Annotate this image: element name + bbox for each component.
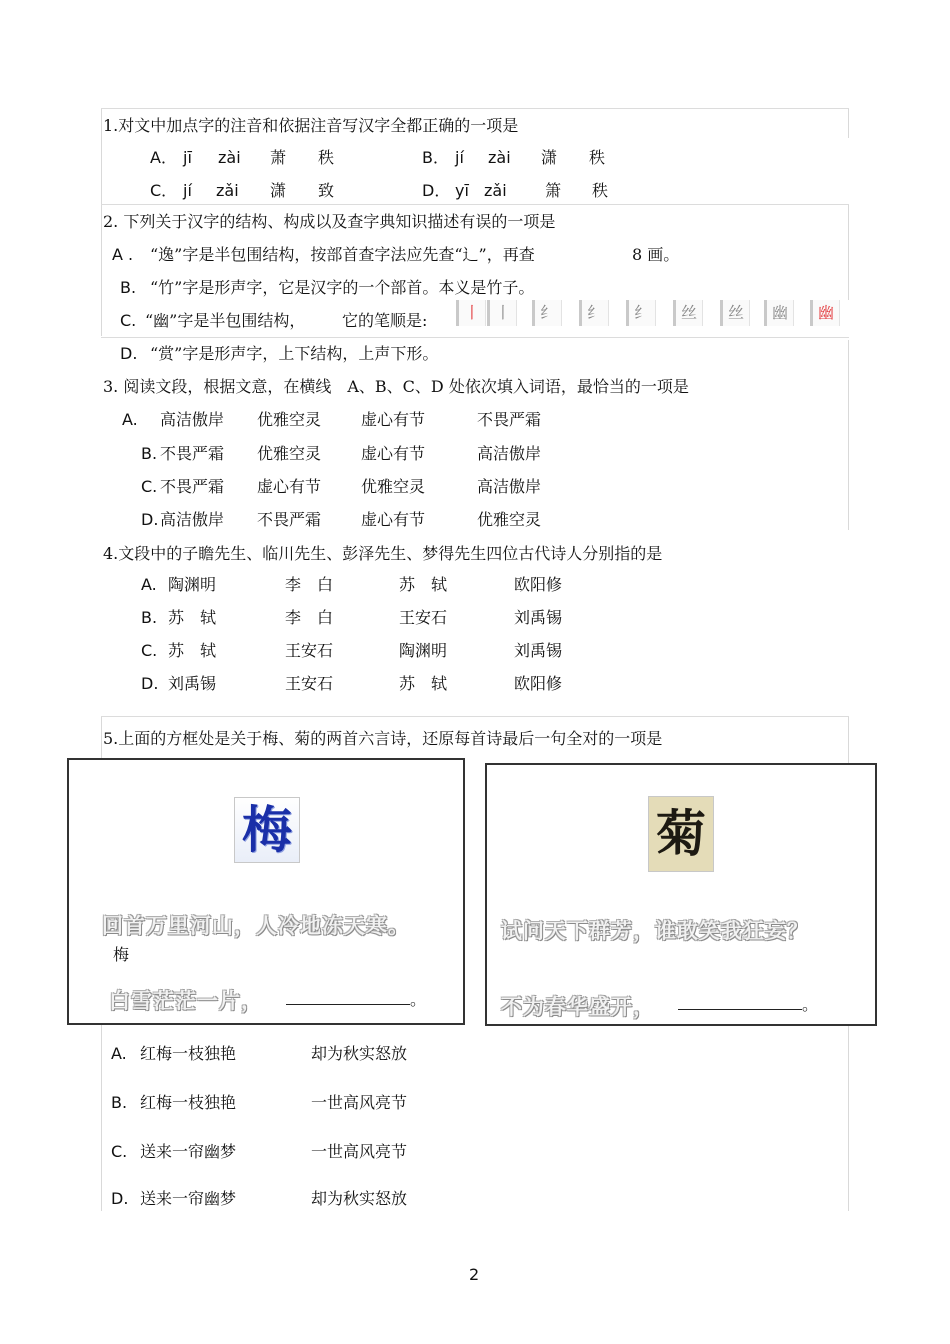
character: 秩 bbox=[592, 181, 609, 200]
poem-box-mei bbox=[67, 758, 465, 1025]
answer-1: 送来一帘幽梦 bbox=[140, 1142, 237, 1161]
stroke-step: 纟 bbox=[532, 300, 562, 326]
word: 高洁傲岸 bbox=[160, 410, 225, 429]
option-label: B. bbox=[120, 278, 137, 297]
pinyin: jí bbox=[455, 148, 464, 167]
word: 不畏严霜 bbox=[160, 444, 225, 463]
option-label: D. bbox=[141, 510, 159, 529]
character: 秩 bbox=[589, 148, 606, 167]
ju-answer-blank[interactable]: 。 bbox=[678, 995, 818, 1015]
option-text: “竹”字是形声字，它是汉字的一个部首。本义是竹子。 bbox=[150, 278, 535, 297]
poet: 李 白 bbox=[285, 575, 334, 594]
mei-poem-line-1: 回首万里河山，人冷地冻天寒。 bbox=[102, 913, 410, 938]
character: 潇 bbox=[270, 181, 287, 200]
ju-poem-line-2: 不为春华盛开， bbox=[501, 994, 655, 1019]
frame-line bbox=[101, 337, 849, 338]
option-label: C. bbox=[141, 477, 158, 496]
character: 萧 bbox=[270, 148, 287, 167]
answer-2: 一世高风亮节 bbox=[311, 1093, 408, 1112]
option-label: C． bbox=[150, 181, 178, 200]
poet: 王安石 bbox=[285, 674, 334, 693]
q5-stem: 5.上面的方框处是关于梅、菊的两首六言诗，还原每首诗最后一句全对的一项是 bbox=[103, 729, 663, 748]
frame-line bbox=[848, 108, 849, 138]
poem-box-ju bbox=[485, 763, 877, 1026]
frame-line bbox=[101, 716, 849, 717]
poet: 苏 轼 bbox=[168, 608, 217, 627]
poet: 欧阳修 bbox=[514, 674, 563, 693]
poet: 苏 轼 bbox=[168, 641, 217, 660]
poet: 陶渊明 bbox=[399, 641, 448, 660]
poet: 李 白 bbox=[285, 608, 334, 627]
pinyin: yī bbox=[455, 181, 469, 200]
option-label: C. bbox=[120, 311, 137, 330]
option-label: A. bbox=[122, 410, 138, 429]
word: 高洁傲岸 bbox=[477, 444, 542, 463]
frame-line bbox=[101, 204, 849, 205]
word: 优雅空灵 bbox=[257, 444, 322, 463]
option-label: D． bbox=[422, 181, 451, 200]
stroke-step: 丝 bbox=[720, 300, 750, 326]
pinyin: jí bbox=[183, 181, 192, 200]
mei-character-image bbox=[234, 797, 300, 863]
mei-answer-blank[interactable]: 。 bbox=[286, 990, 426, 1010]
option-label: B. bbox=[141, 608, 158, 627]
mei-caption: 梅 bbox=[113, 945, 130, 964]
pinyin: zǎi bbox=[216, 181, 239, 200]
word: 高洁傲岸 bbox=[160, 510, 225, 529]
word: 优雅空灵 bbox=[477, 510, 542, 529]
stroke-step: 丨 bbox=[456, 300, 486, 326]
poet: 苏 轼 bbox=[399, 674, 448, 693]
answer-2: 却为秋实怒放 bbox=[311, 1044, 408, 1063]
stroke-step: 纟 bbox=[626, 300, 656, 326]
word: 不畏严霜 bbox=[477, 410, 542, 429]
pinyin: jī bbox=[183, 148, 192, 167]
poet: 陶渊明 bbox=[168, 575, 217, 594]
option-text: “逸”字是半包围结构，按部首查字法应先查“辶”，再查 bbox=[150, 245, 535, 264]
character: 秩 bbox=[318, 148, 335, 167]
stroke-step: 幽 bbox=[764, 300, 794, 326]
q4-stem: 4.文段中的子瞻先生、临川先生、彭泽先生、梦得先生四位古代诗人分别指的是 bbox=[103, 544, 663, 563]
word: 优雅空灵 bbox=[257, 410, 322, 429]
word: 不畏严霜 bbox=[160, 477, 225, 496]
option-label: A. bbox=[111, 1044, 127, 1063]
option-label: D. bbox=[141, 674, 159, 693]
poet: 刘禹锡 bbox=[514, 641, 563, 660]
q3-stem: 3. 阅读文段，根据文意，在横线 A、B、C、D 处依次填入词语，最恰当的一项是 bbox=[103, 377, 689, 396]
poet: 王安石 bbox=[285, 641, 334, 660]
pinyin: zǎi bbox=[484, 181, 507, 200]
stroke-step: 纟 bbox=[579, 300, 609, 326]
ju-character: 菊 bbox=[656, 804, 706, 863]
word: 虚心有节 bbox=[361, 410, 426, 429]
poet: 刘禹锡 bbox=[168, 674, 217, 693]
frame-line bbox=[101, 108, 102, 336]
mei-poem-line-2: 白雪茫茫一片， bbox=[109, 988, 263, 1013]
q1-stem: 1.对文中加点字的注音和依据注音写汉字全都正确的一项是 bbox=[103, 116, 519, 135]
word: 虚心有节 bbox=[257, 477, 322, 496]
frame-line bbox=[848, 340, 849, 530]
option-label: A． bbox=[150, 148, 177, 167]
poet: 刘禹锡 bbox=[514, 608, 563, 627]
character: 潇 bbox=[541, 148, 558, 167]
option-label: A. bbox=[141, 575, 157, 594]
poet: 王安石 bbox=[399, 608, 448, 627]
option-label: B． bbox=[422, 148, 449, 167]
word: 虚心有节 bbox=[361, 510, 426, 529]
option-label: D. bbox=[120, 344, 138, 363]
answer-2: 一世高风亮节 bbox=[311, 1142, 408, 1161]
pinyin: zài bbox=[218, 148, 241, 167]
frame-line bbox=[848, 205, 849, 300]
answer-1: 红梅一枝独艳 bbox=[140, 1044, 237, 1063]
character: 箫 bbox=[545, 181, 562, 200]
pinyin: zài bbox=[488, 148, 511, 167]
option-label: C. bbox=[111, 1142, 128, 1161]
option-label: D. bbox=[111, 1189, 129, 1208]
stroke-step: 丨 bbox=[487, 300, 517, 326]
option-label: B. bbox=[111, 1093, 128, 1112]
ju-character-image bbox=[648, 796, 714, 872]
character: 致 bbox=[318, 181, 335, 200]
option-text: “幽”字是半包围结构， bbox=[145, 311, 306, 330]
option-text-tail: 8 画。 bbox=[632, 245, 680, 264]
option-text-2: 它的笔顺是: bbox=[342, 311, 428, 330]
q2-stem: 2. 下列关于汉字的结构、构成以及查字典知识描述有误的一项是 bbox=[103, 212, 556, 231]
option-text: “赏”字是形声字，上下结构，上声下形。 bbox=[150, 344, 439, 363]
answer-1: 红梅一枝独艳 bbox=[140, 1093, 237, 1112]
word: 高洁傲岸 bbox=[477, 477, 542, 496]
option-label: C. bbox=[141, 641, 158, 660]
option-label: A . bbox=[112, 245, 134, 264]
word: 优雅空灵 bbox=[361, 477, 426, 496]
poet: 欧阳修 bbox=[514, 575, 563, 594]
answer-2: 却为秋实怒放 bbox=[311, 1189, 408, 1208]
stroke-step: 丝 bbox=[673, 300, 703, 326]
answer-1: 送来一帘幽梦 bbox=[140, 1189, 237, 1208]
mei-character: 梅 bbox=[242, 800, 292, 859]
ju-poem-line-1: 试问天下群芳，谁敢笑我狂妄？ bbox=[501, 918, 809, 943]
frame-line bbox=[101, 108, 849, 109]
word: 虚心有节 bbox=[361, 444, 426, 463]
page-number: 2 bbox=[469, 1265, 480, 1284]
poet: 苏 轼 bbox=[399, 575, 448, 594]
word: 不畏严霜 bbox=[257, 510, 322, 529]
stroke-step: 幽 bbox=[810, 300, 840, 326]
option-label: B. bbox=[141, 444, 158, 463]
